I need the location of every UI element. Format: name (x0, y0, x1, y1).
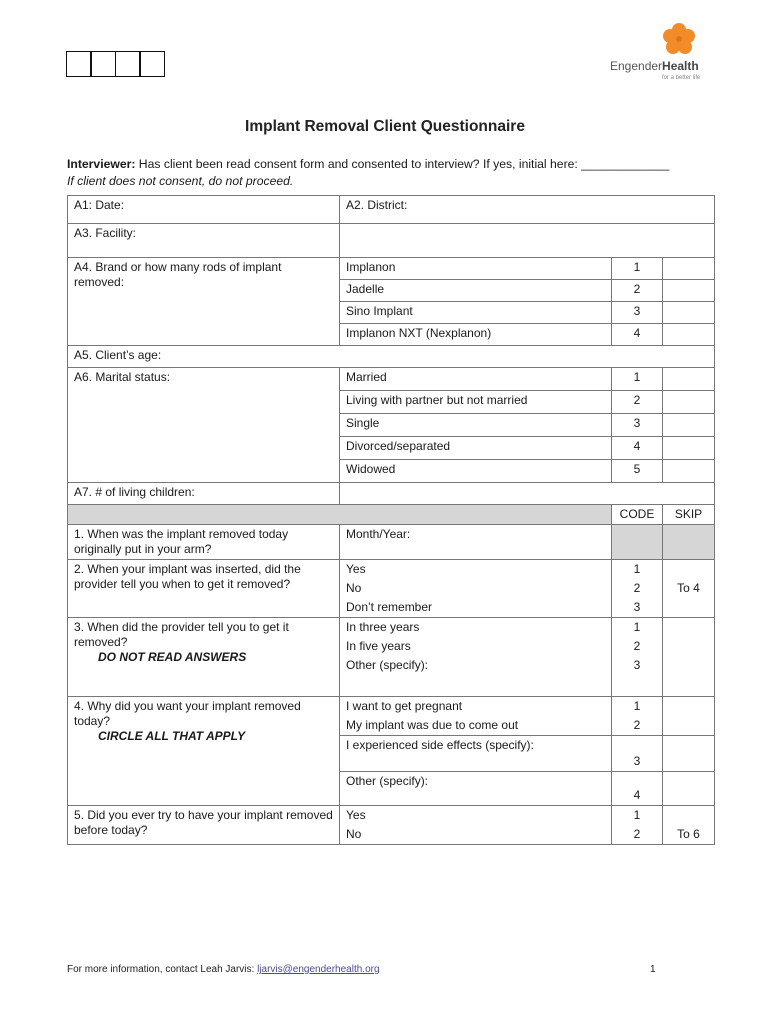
q5-option-label[interactable]: No (340, 825, 612, 845)
q4-option-label[interactable]: My implant was due to come out (340, 716, 612, 736)
interviewer-text: Has client been read consent form and consented to interview? If yes, initial here: _____________ (135, 157, 670, 171)
a5-client-age[interactable]: A5. Client’s age: (68, 346, 715, 368)
a4-option-code[interactable]: 3 (612, 302, 663, 324)
id-box[interactable] (90, 51, 116, 77)
respondent-id-boxes[interactable] (67, 51, 165, 77)
a4-option-mark[interactable] (663, 302, 715, 324)
a7-answer[interactable] (340, 483, 715, 505)
q4-option-skip (663, 716, 715, 736)
q5-question: 5. Did you ever try to have your implant removed before today? (68, 805, 340, 844)
a1-date[interactable]: A1: Date: (68, 196, 340, 224)
footer-contact (67, 964, 380, 975)
q3-instruction: DO NOT READ ANSWERS (98, 650, 247, 664)
q3-option-label[interactable]: Other (specify): (340, 656, 612, 696)
q4-question: 4. Why did you want your implant removed today? (74, 698, 301, 728)
q4-option-skip (663, 696, 715, 716)
logo-brand-name: EngenderHealth (610, 59, 699, 73)
q2-option-skip: To 4 (663, 579, 715, 598)
a4-option-label[interactable]: Implanon (340, 258, 612, 280)
a6-option-label[interactable]: Widowed (340, 460, 612, 483)
q4-option-code[interactable]: 4 (612, 771, 663, 805)
a4-option-code[interactable]: 4 (612, 324, 663, 346)
flower-logo-icon (662, 22, 696, 56)
q2-option-code[interactable]: 1 (612, 560, 663, 580)
q3-option-skip (663, 656, 715, 696)
q4-instruction: CIRCLE ALL THAT APPLY (98, 728, 246, 743)
a6-option-mark[interactable] (663, 391, 715, 414)
a7-living-children: A7. # of living children: (68, 483, 340, 505)
q4-option-label[interactable]: Other (specify): (340, 771, 612, 805)
logo-tagline: for a better life (662, 75, 701, 81)
q2-option-code[interactable]: 2 (612, 579, 663, 598)
q5-option-code[interactable]: 2 (612, 825, 663, 845)
q3-option-code[interactable]: 3 (612, 656, 663, 696)
a4-option-code[interactable]: 2 (612, 280, 663, 302)
q3-option-label[interactable]: In three years (340, 618, 612, 638)
q2-question: 2. When your implant was inserted, did the provider tell you when to get it removed? (68, 560, 340, 618)
a6-option-code[interactable]: 5 (612, 460, 663, 483)
a6-option-code[interactable]: 1 (612, 368, 663, 391)
q3-option-label[interactable]: In five years (340, 637, 612, 656)
a6-option-mark[interactable] (663, 437, 715, 460)
section-divider (68, 505, 612, 525)
q1-question: 1. When was the implant removed today originally put in your arm? (68, 525, 340, 560)
a6-option-code[interactable]: 2 (612, 391, 663, 414)
a6-option-mark[interactable] (663, 368, 715, 391)
q3-question: 3. When did the provider tell you to get it removed? (74, 620, 289, 649)
q3-option-code[interactable]: 2 (612, 637, 663, 656)
q4-question-cell (68, 696, 340, 805)
q2-option-label[interactable]: No (340, 579, 612, 598)
a6-option-label[interactable]: Single (340, 414, 612, 437)
q5-option-skip: To 6 (663, 825, 715, 845)
q4-option-skip (663, 771, 715, 805)
q1-skip-cell (663, 525, 715, 560)
a6-option-code[interactable]: 4 (612, 437, 663, 460)
q3-option-skip (663, 637, 715, 656)
a4-question: A4. Brand or how many rods of implant removed: (68, 258, 340, 346)
footer-text: For more information, contact Leah Jarvis: (67, 964, 258, 975)
q3-option-code[interactable]: 1 (612, 618, 663, 638)
id-box[interactable] (115, 51, 141, 77)
q4-option-code[interactable]: 2 (612, 716, 663, 736)
q5-option-code[interactable]: 1 (612, 805, 663, 825)
code-header: CODE (612, 505, 663, 525)
a3-answer[interactable] (340, 224, 715, 258)
a6-option-mark[interactable] (663, 414, 715, 437)
id-box[interactable] (139, 51, 165, 77)
q2-option-skip (663, 598, 715, 618)
a4-option-mark[interactable] (663, 280, 715, 302)
a6-option-label[interactable]: Married (340, 368, 612, 391)
consent-note: If client does not consent, do not proceed. (67, 174, 294, 188)
skip-header: SKIP (663, 505, 715, 525)
a4-option-label[interactable]: Sino Implant (340, 302, 612, 324)
contact-email-link[interactable]: ljarvis@engenderhealth.org (257, 964, 380, 975)
engenderhealth-logo (610, 22, 720, 82)
q3-option-skip (663, 618, 715, 638)
a3-facility[interactable]: A3. Facility: (68, 224, 340, 258)
questionnaire-table (67, 195, 715, 845)
q1-answer[interactable]: Month/Year: (340, 525, 612, 560)
a2-district[interactable]: A2. District: (340, 196, 715, 224)
q4-option-code[interactable]: 1 (612, 696, 663, 716)
q2-option-code[interactable]: 3 (612, 598, 663, 618)
a6-option-code[interactable]: 3 (612, 414, 663, 437)
a4-option-label[interactable]: Implanon NXT (Nexplanon) (340, 324, 612, 346)
a6-question: A6. Marital status: (68, 368, 340, 483)
interviewer-instructions (67, 156, 717, 190)
q4-option-skip (663, 735, 715, 771)
a6-option-mark[interactable] (663, 460, 715, 483)
page-title: Implant Removal Client Questionnaire (245, 118, 525, 135)
q3-question-cell (68, 618, 340, 697)
q2-option-label[interactable]: Don’t remember (340, 598, 612, 618)
q4-option-label[interactable]: I want to get pregnant (340, 696, 612, 716)
q4-option-code[interactable]: 3 (612, 735, 663, 771)
q5-option-label[interactable]: Yes (340, 805, 612, 825)
q1-code-cell (612, 525, 663, 560)
interviewer-label: Interviewer: (67, 157, 136, 171)
a4-option-mark[interactable] (663, 324, 715, 346)
a4-option-mark[interactable] (663, 258, 715, 280)
id-box[interactable] (66, 51, 92, 77)
a4-option-label[interactable]: Jadelle (340, 280, 612, 302)
a6-option-label[interactable]: Divorced/separated (340, 437, 612, 460)
q2-option-skip (663, 560, 715, 580)
a4-option-code[interactable]: 1 (612, 258, 663, 280)
page-number: 1 (650, 964, 656, 975)
q4-option-label[interactable]: I experienced side effects (specify): (340, 735, 612, 771)
a6-option-label[interactable]: Living with partner but not married (340, 391, 612, 414)
q2-option-label[interactable]: Yes (340, 560, 612, 580)
q5-option-skip (663, 805, 715, 825)
